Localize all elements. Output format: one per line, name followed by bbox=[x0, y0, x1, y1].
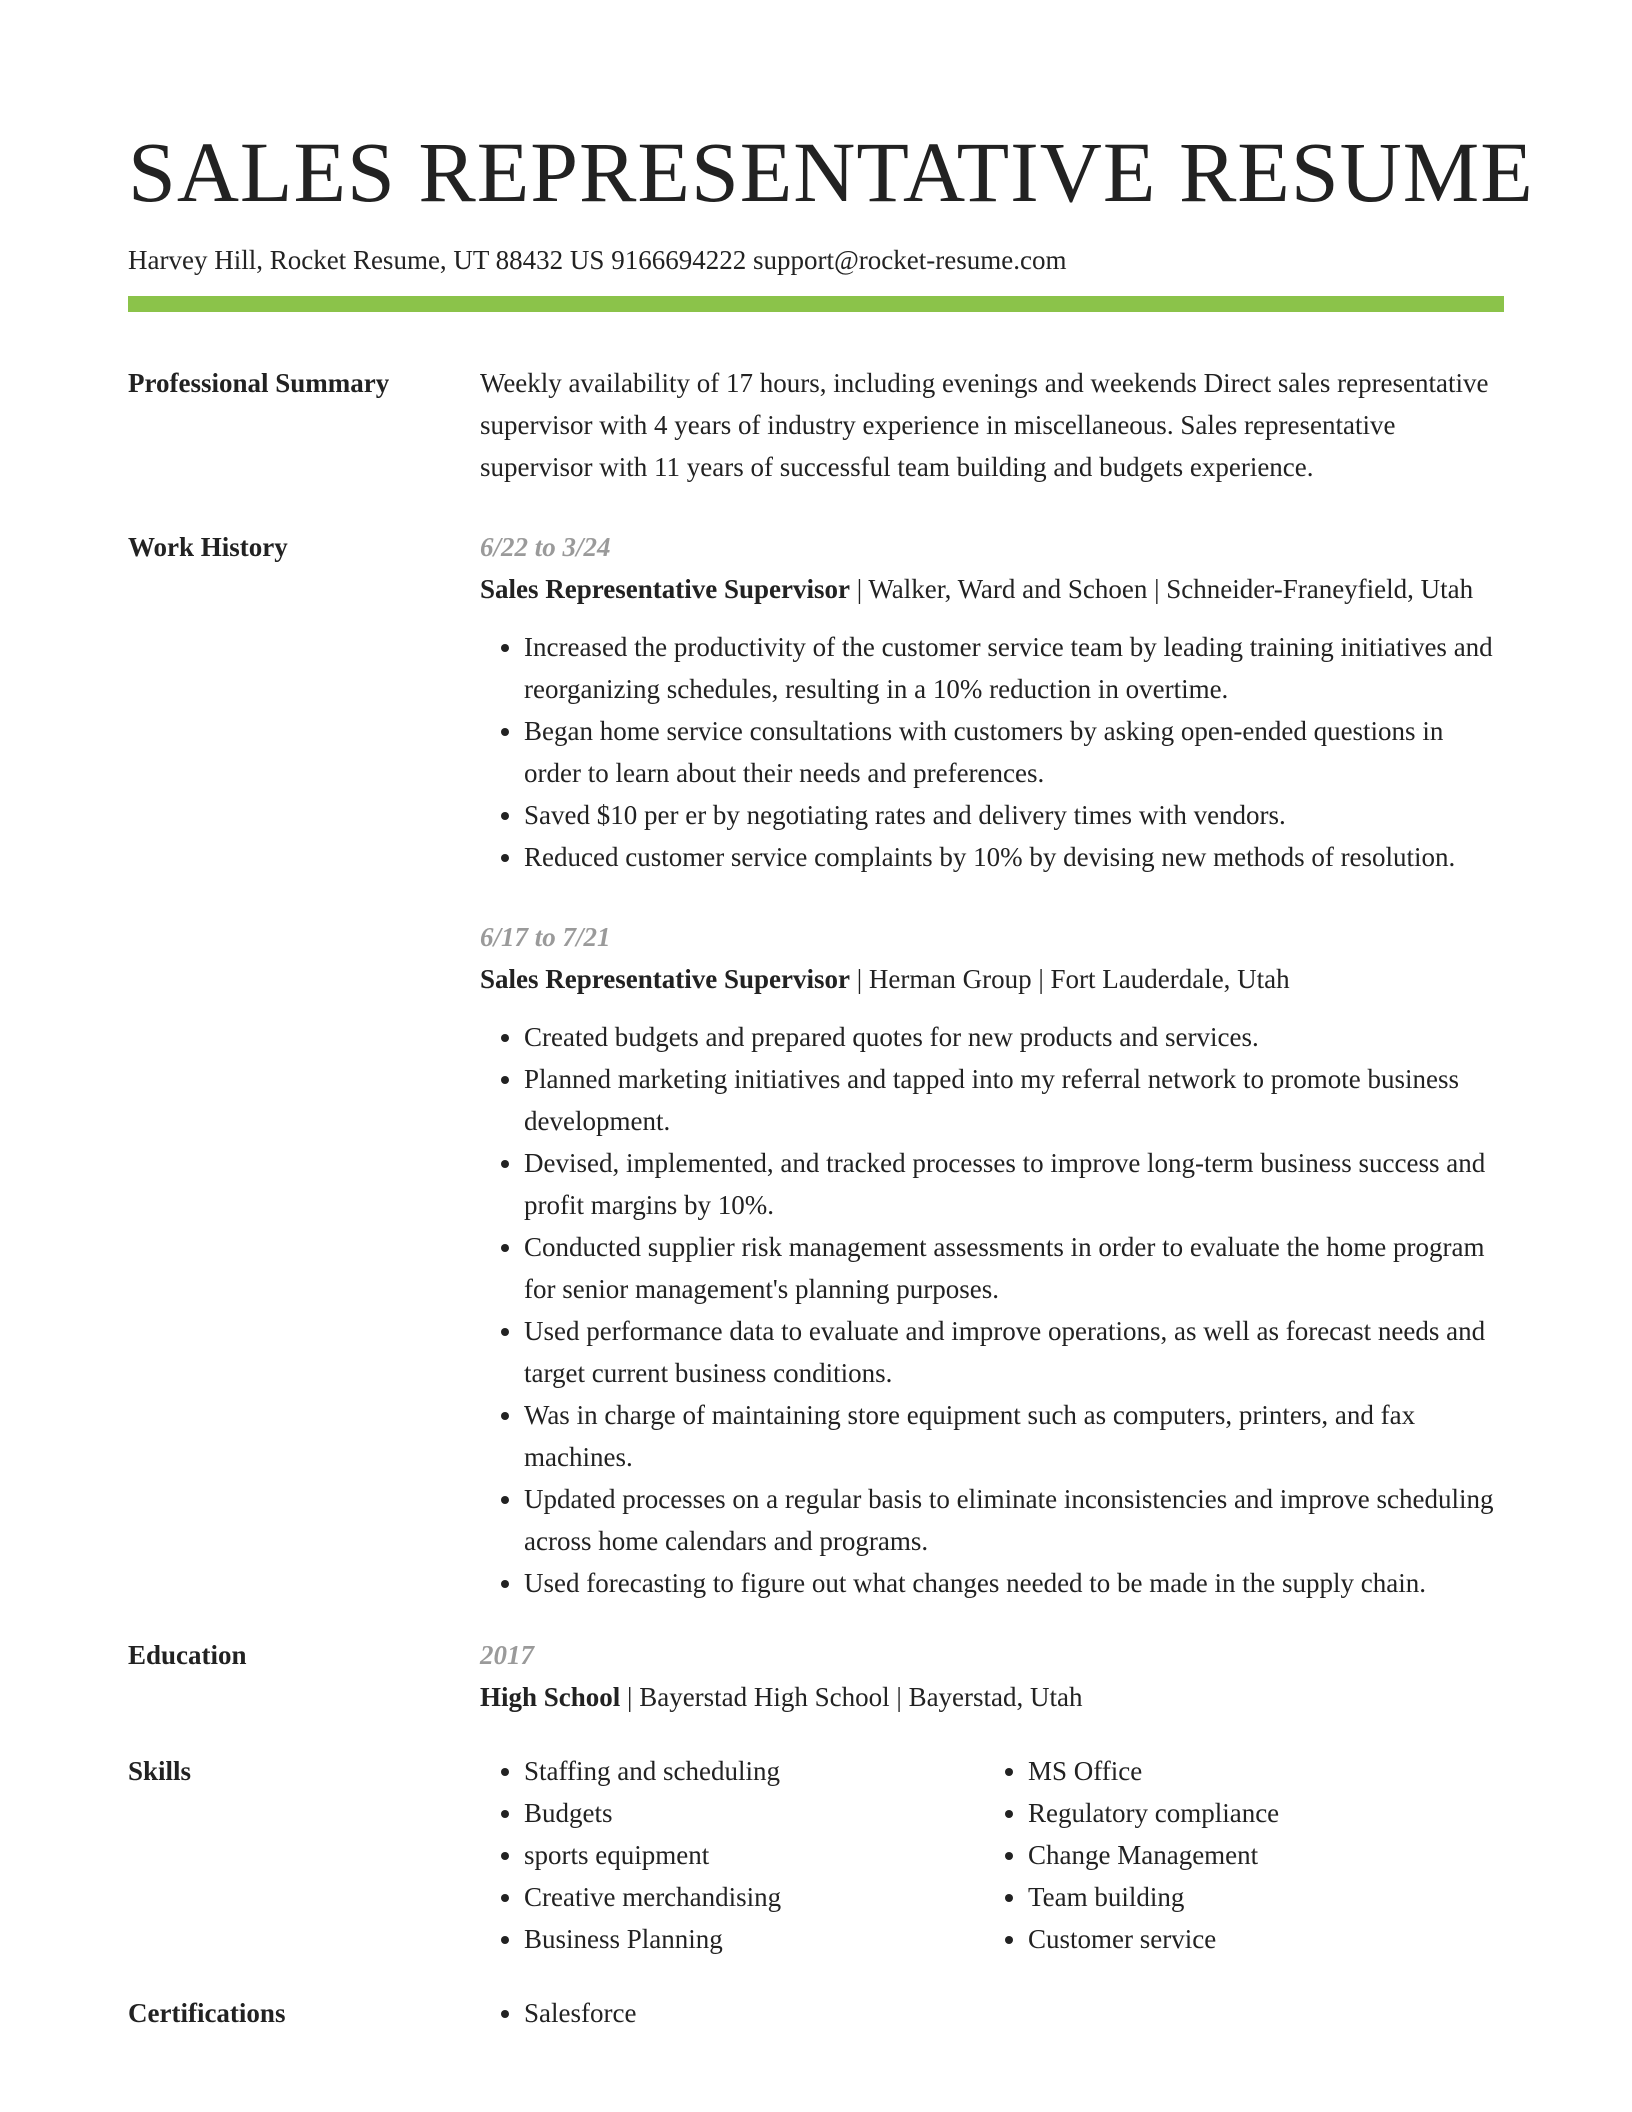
job-bullet: • Created budgets and prepared quotes for new products and services. bbox=[524, 1016, 1504, 1058]
skill-item: • sports equipment bbox=[524, 1834, 984, 1876]
skill-item: • Budgets bbox=[524, 1792, 984, 1834]
job-entry bbox=[480, 916, 1504, 1604]
education-body bbox=[480, 1634, 1504, 1718]
skill-item: • Creative merchandising bbox=[524, 1876, 984, 1918]
skills-list-right bbox=[984, 1750, 1488, 1960]
job-bullet: • Increased the productivity of the customer service team by leading training initiatives and reorganizing schedules, resulting in a 10% reduction in overtime. bbox=[524, 626, 1504, 710]
section-label-summary: Professional Summary bbox=[128, 368, 390, 398]
skill-item: • Change Management bbox=[1028, 1834, 1488, 1876]
work-history-body bbox=[480, 526, 1504, 1604]
job-details: | Walker, Ward and Schoen | Schneider-Franeyfield, Utah bbox=[849, 574, 1474, 604]
job-bullet: • Used forecasting to figure out what changes needed to be made in the supply chain. bbox=[524, 1562, 1504, 1604]
job-bullet: • Began home service consultations with customers by asking open-ended questions in order to learn about their needs and preferences. bbox=[524, 710, 1504, 794]
job-bullet: • Reduced customer service complaints by 10% by devising new methods of resolution. bbox=[524, 836, 1504, 878]
certifications-section bbox=[128, 1992, 1504, 2034]
section-label-work-history: Work History bbox=[128, 532, 288, 562]
skills-list-left bbox=[480, 1750, 984, 1960]
job-bullet: • Conducted supplier risk management assessments in order to evaluate the home program for senior management's planning purposes. bbox=[524, 1226, 1504, 1310]
education-heading bbox=[480, 1676, 1504, 1718]
education-section bbox=[128, 1634, 1504, 1718]
skill-item: • Customer service bbox=[1028, 1918, 1488, 1960]
job-bullets bbox=[480, 1016, 1504, 1604]
education-degree: High School bbox=[480, 1682, 621, 1712]
job-title: Sales Representative Supervisor bbox=[480, 574, 850, 604]
section-label-certifications: Certifications bbox=[128, 1998, 286, 2028]
summary-text: Weekly availability of 17 hours, including evenings and weekends Direct sales representative supervisor with 4 years of industry experience in miscellaneous. Sales representative supervisor with 11 years of successful team building and budgets experience. bbox=[480, 368, 1489, 482]
job-bullet: • Used performance data to evaluate and improve operations, as well as forecast needs and target current business conditions. bbox=[524, 1310, 1504, 1394]
job-heading bbox=[480, 958, 1504, 1000]
job-heading bbox=[480, 568, 1504, 610]
job-bullet: • Saved $10 per er by negotiating rates and delivery times with vendors. bbox=[524, 794, 1504, 836]
skill-item: • Business Planning bbox=[524, 1918, 984, 1960]
education-details: | Bayerstad High School | Bayerstad, Utah bbox=[620, 1682, 1083, 1712]
job-dates: 6/22 to 3/24 bbox=[480, 532, 611, 562]
job-entry bbox=[480, 526, 1504, 878]
job-bullet: • Was in charge of maintaining store equipment such as computers, printers, and fax machines. bbox=[524, 1394, 1504, 1478]
resume-title: SALES REPRESENTATIVE RESUME bbox=[128, 124, 1534, 220]
job-dates: 6/17 to 7/21 bbox=[480, 922, 611, 952]
skill-item: • Staffing and scheduling bbox=[524, 1750, 984, 1792]
job-title: Sales Representative Supervisor bbox=[480, 964, 850, 994]
job-details: | Herman Group | Fort Lauderdale, Utah bbox=[849, 964, 1290, 994]
resume-page bbox=[128, 0, 1534, 2034]
certifications-body bbox=[480, 1992, 1504, 2034]
skills-columns bbox=[480, 1750, 1504, 1960]
section-label-skills: Skills bbox=[128, 1756, 192, 1786]
skill-item: • MS Office bbox=[1028, 1750, 1488, 1792]
skill-item: • Regulatory compliance bbox=[1028, 1792, 1488, 1834]
job-bullet: • Updated processes on a regular basis to eliminate inconsistencies and improve scheduling across home calendars and programs. bbox=[524, 1478, 1504, 1562]
certifications-list bbox=[480, 1992, 1504, 2034]
accent-divider bbox=[128, 296, 1504, 312]
job-bullets bbox=[480, 626, 1504, 878]
job-bullet: • Devised, implemented, and tracked processes to improve long-term business success and profit margins by 10%. bbox=[524, 1142, 1504, 1226]
skills-section bbox=[128, 1750, 1504, 1960]
summary-section bbox=[128, 362, 1504, 488]
skill-item: • Team building bbox=[1028, 1876, 1488, 1918]
job-bullet: • Planned marketing initiatives and tapped into my referral network to promote business development. bbox=[524, 1058, 1504, 1142]
section-label-education: Education bbox=[128, 1640, 247, 1670]
work-history-section bbox=[128, 526, 1504, 1604]
certification-item: • Salesforce bbox=[524, 1992, 1504, 2034]
education-year: 2017 bbox=[480, 1640, 534, 1670]
contact-line: Harvey Hill, Rocket Resume, UT 88432 US 9166694222 support@rocket-resume.com bbox=[128, 245, 1067, 275]
